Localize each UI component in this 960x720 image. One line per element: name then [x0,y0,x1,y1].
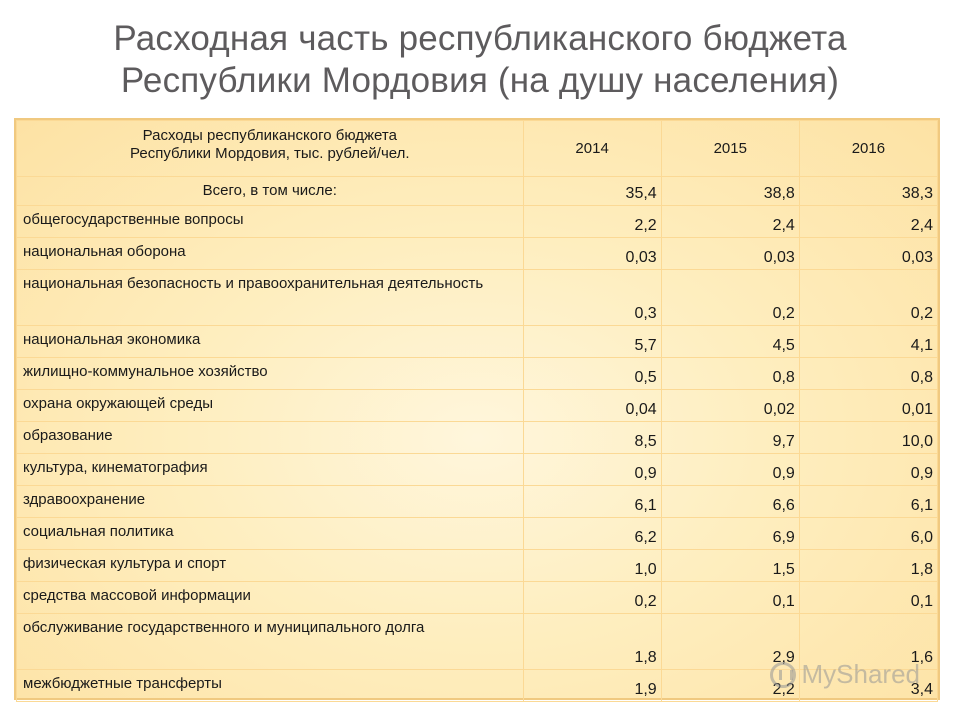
table-row [17,177,938,206]
value-2014: 2,2 [523,206,661,238]
row-label: обслуживание государственного и муниципального долга [17,614,524,670]
value-2014: 0,2 [523,582,661,614]
header-label-line-2: Республики Мордовия, тыс. рублей/чел. [130,145,410,162]
value-2015: 2,4 [661,206,799,238]
value-2014: 35,4 [523,177,661,206]
table-row [17,486,938,518]
value-2015: 0,9 [661,454,799,486]
value-2014: 0,9 [523,454,661,486]
value-2016: 4,1 [799,326,937,358]
value-2016: 6,0 [799,518,937,550]
value-2016: 1,8 [799,550,937,582]
table-row [17,518,938,550]
row-label: здравоохранение [17,486,524,518]
value-2015: 2,9 [661,614,799,670]
value-2015: 4,5 [661,326,799,358]
row-label: межбюджетные трансферты [17,670,524,702]
row-label: образование [17,422,524,454]
value-2016: 0,01 [799,390,937,422]
row-label: средства массовой информации [17,582,524,614]
table-row [17,582,938,614]
value-2015: 0,02 [661,390,799,422]
value-2015: 0,2 [661,270,799,326]
row-label: физическая культура и спорт [17,550,524,582]
value-2015: 2,2 [661,670,799,702]
value-2015: 0,1 [661,582,799,614]
row-label: национальная экономика [17,326,524,358]
table-header-row [17,121,938,177]
value-2015: 9,7 [661,422,799,454]
value-2015: 0,8 [661,358,799,390]
table-row [17,390,938,422]
table-row [17,422,938,454]
value-2016: 1,6 [799,614,937,670]
value-2015: 0,03 [661,238,799,270]
budget-table-container [14,118,940,700]
header-label-cell [17,121,524,177]
value-2015: 1,5 [661,550,799,582]
value-2014: 1,9 [523,670,661,702]
budget-table [16,120,938,702]
value-2014: 1,0 [523,550,661,582]
header-label-line-1: Расходы республиканского бюджета [142,127,397,144]
value-2016: 2,4 [799,206,937,238]
value-2014: 6,1 [523,486,661,518]
watermark [770,659,921,690]
value-2016: 0,2 [799,270,937,326]
value-2016: 3,4 [799,670,937,702]
value-2014: 0,3 [523,270,661,326]
row-label: охрана окружающей среды [17,390,524,422]
myshared-logo-icon [770,662,796,688]
value-2016: 38,3 [799,177,937,206]
title-line-1: Расходная часть республиканского бюджета [113,19,847,58]
value-2016: 0,03 [799,238,937,270]
value-2015: 6,6 [661,486,799,518]
row-label: национальная оборона [17,238,524,270]
row-label: жилищно-коммунальное хозяйство [17,358,524,390]
header-year-2014: 2014 [523,121,661,177]
value-2014: 1,8 [523,614,661,670]
table-row [17,550,938,582]
value-2015: 6,9 [661,518,799,550]
watermark-text: MyShared [801,659,920,689]
table-row [17,358,938,390]
header-year-2015: 2015 [661,121,799,177]
value-2016: 10,0 [799,422,937,454]
value-2014: 6,2 [523,518,661,550]
value-2014: 0,5 [523,358,661,390]
table-row [17,270,938,326]
value-2014: 5,7 [523,326,661,358]
value-2016: 0,8 [799,358,937,390]
value-2016: 0,1 [799,582,937,614]
value-2016: 6,1 [799,486,937,518]
value-2015: 38,8 [661,177,799,206]
value-2016: 0,9 [799,454,937,486]
row-label: национальная безопасность и правоохранительная деятельность [17,270,524,326]
value-2014: 8,5 [523,422,661,454]
value-2014: 0,04 [523,390,661,422]
row-label: социальная политика [17,518,524,550]
row-label: культура, кинематография [17,454,524,486]
title-line-2: Республики Мордовия (на душу населения) [120,61,840,100]
table-row [17,206,938,238]
header-year-2016: 2016 [799,121,937,177]
row-label: общегосударственные вопросы [17,206,524,238]
table-row [17,326,938,358]
row-label: Всего, в том числе: [17,177,524,206]
table-row [17,454,938,486]
value-2014: 0,03 [523,238,661,270]
table-row [17,238,938,270]
page-title [0,18,960,102]
